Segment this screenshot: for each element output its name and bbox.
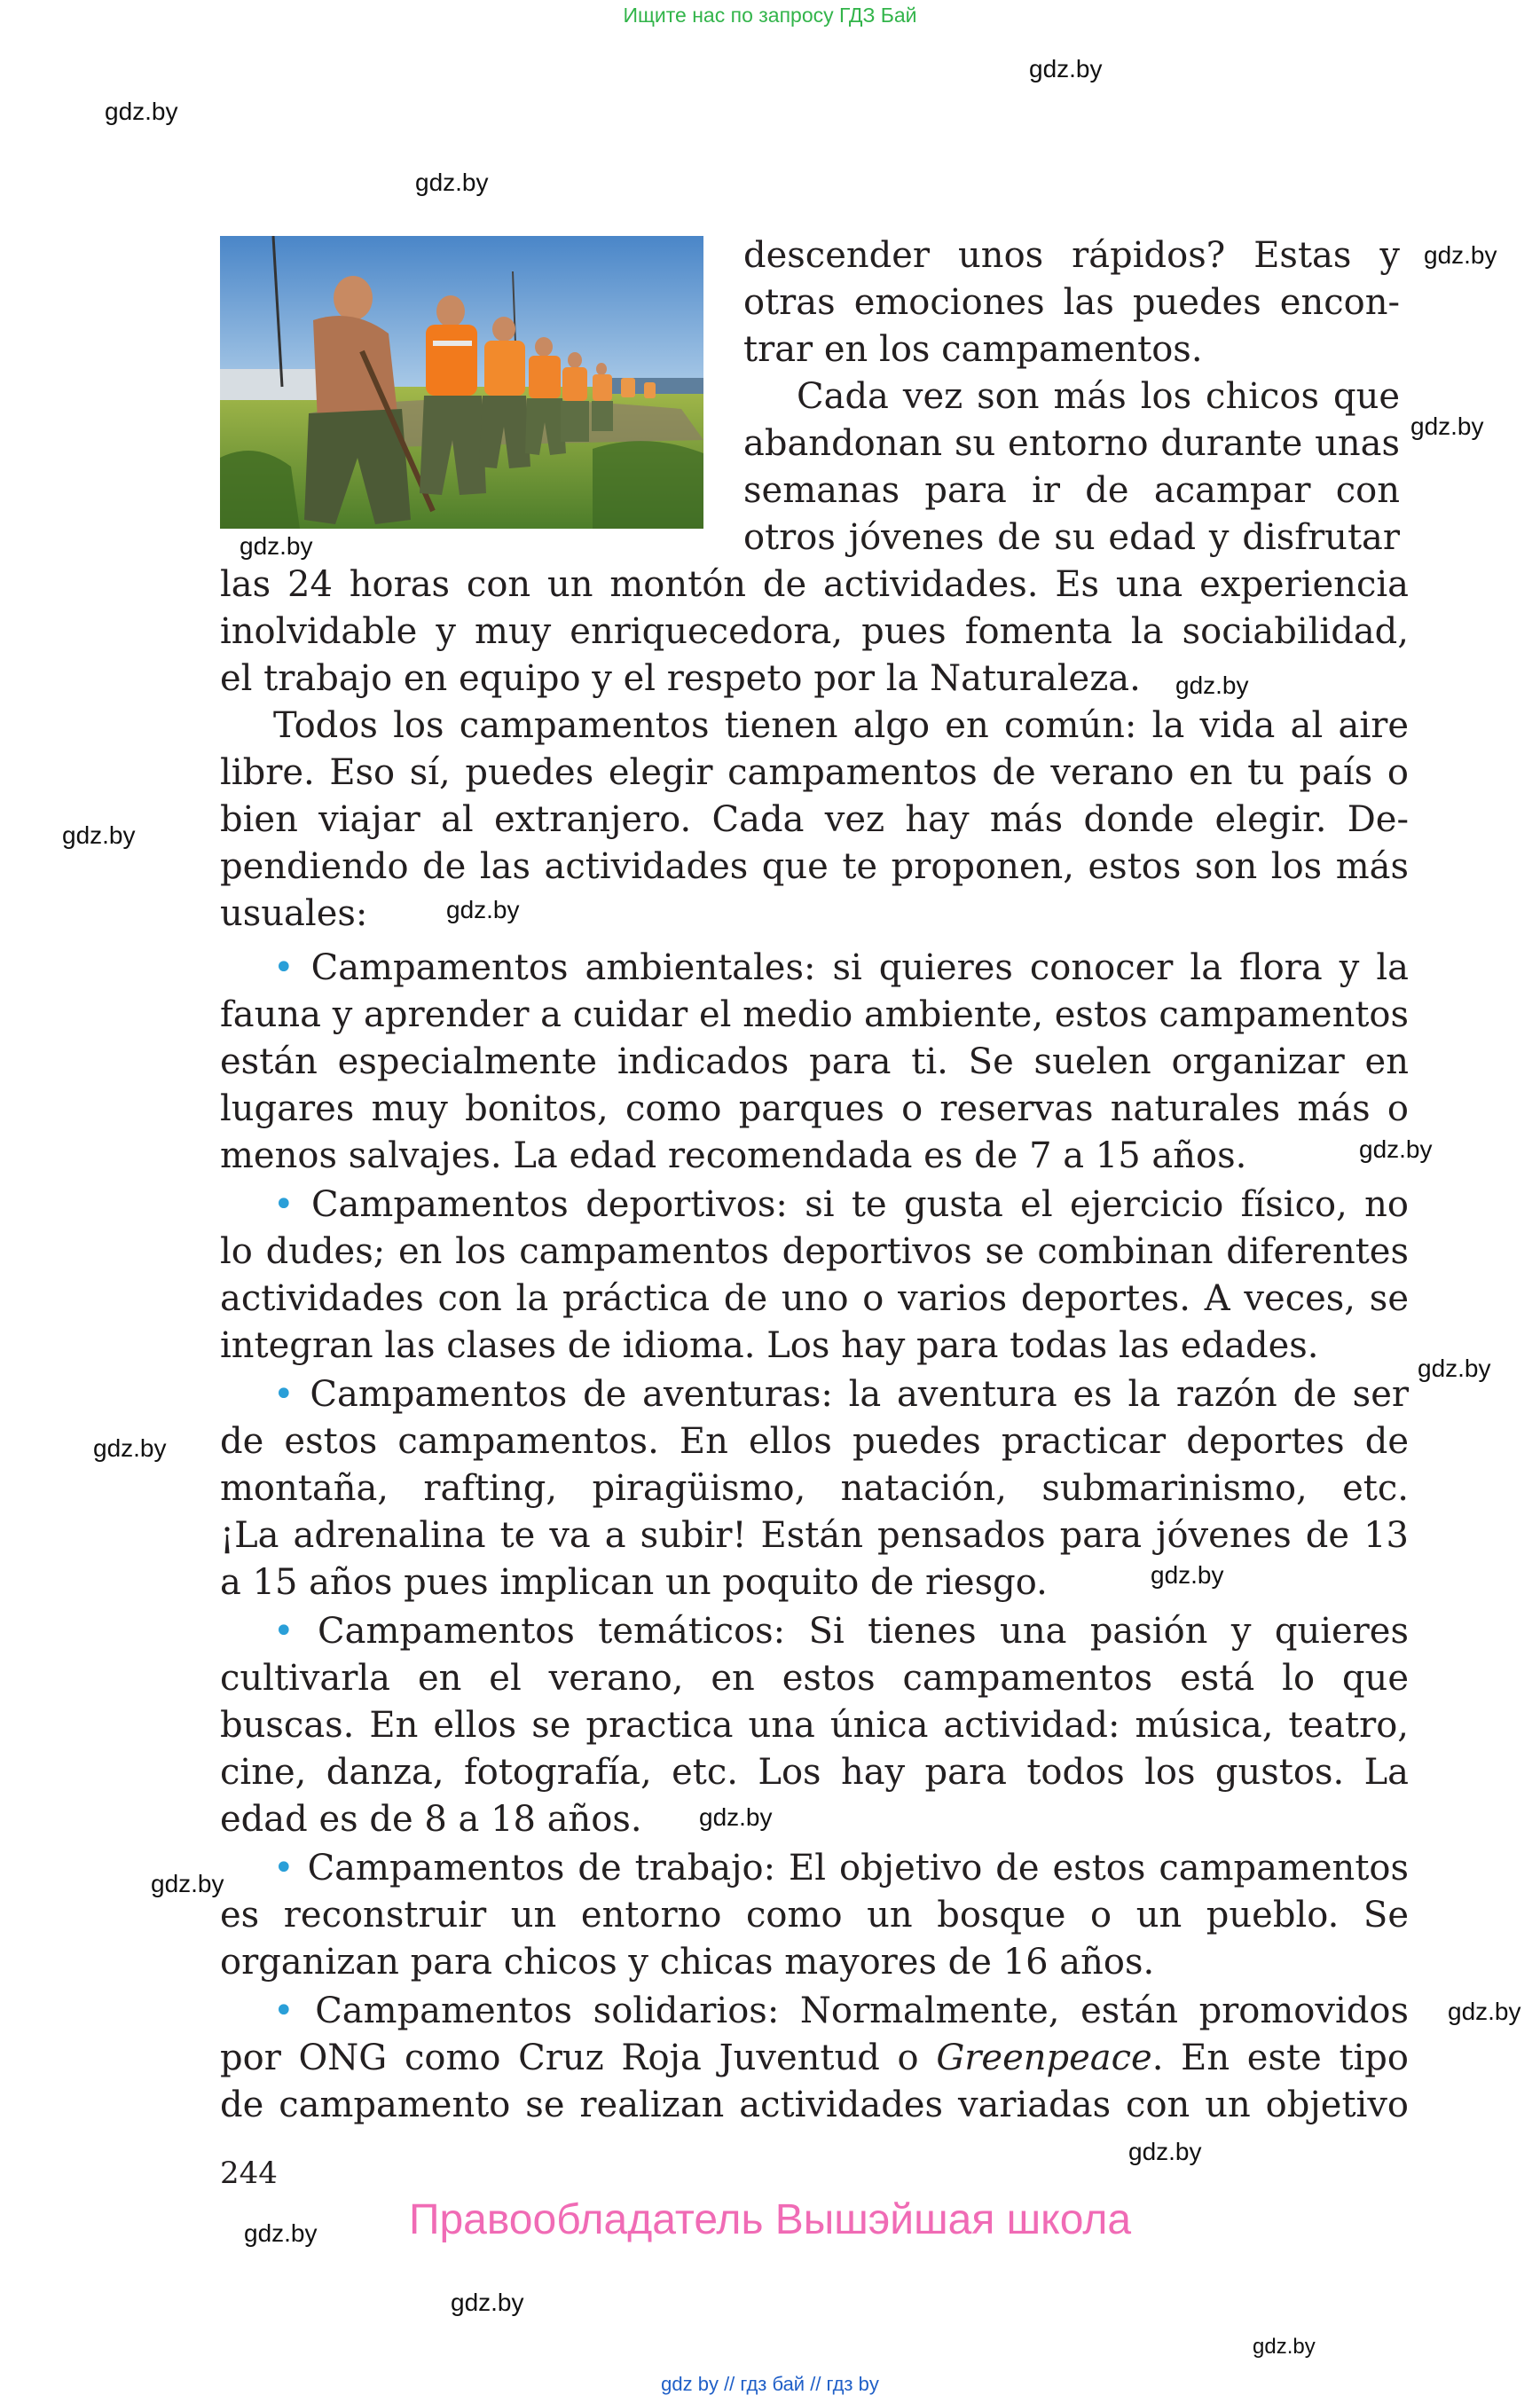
bullet-icon: • <box>273 1848 295 1889</box>
watermark: gdz.by <box>62 821 136 849</box>
text-line: cine, danza, fotografía, etc. Los hay para todos los gustos. La <box>220 1752 1409 1793</box>
watermark: gdz.by <box>1029 55 1103 82</box>
bullet-icon: • <box>273 1374 295 1415</box>
text-line: libre. Eso sí, puedes elegir campamentos de verano en tu país o <box>220 752 1409 793</box>
page-number: 244 <box>220 2156 278 2191</box>
text-line: las 24 horas con un montón de actividades. Es una experiencia <box>220 564 1409 605</box>
watermark: gdz.by <box>1151 1561 1224 1589</box>
watermark: gdz.by <box>151 1870 224 1897</box>
text-line: de campamento se realizan actividades variadas con un objetivo <box>220 2085 1409 2125</box>
text-line: menos salvajes. La edad recomendada es de 7 a 15 años. <box>220 1135 1247 1176</box>
text-line: buscas. En ellos se practica una única actividad: música, teatro, <box>220 1705 1409 1746</box>
bullet-line: • Campamentos ambientales: si quieres conocer la flora y la <box>273 947 1409 988</box>
bullet-icon: • <box>273 1184 295 1225</box>
watermark: gdz.by <box>1253 2335 1316 2359</box>
watermark: gdz.by <box>1424 241 1497 269</box>
watermark: gdz.by <box>240 532 313 560</box>
watermark: gdz.by <box>1448 1998 1521 2025</box>
text-line: integran las clases de idioma. Los hay para todas las edades. <box>220 1325 1319 1366</box>
text-line: edad es de 8 a 18 años. <box>220 1799 642 1840</box>
text-line-with-italic: por ONG como Cruz Roja Juventud o Greenpeace. En este tipo <box>220 2038 1409 2078</box>
text-line: trar en los campamentos. <box>743 329 1203 370</box>
bullet-icon: • <box>273 1611 295 1652</box>
bullet-line: • Campamentos de aventuras: la aventura es la razón de ser <box>273 1374 1409 1415</box>
text-line: lugares muy bonitos, como parques o reservas naturales más o <box>220 1088 1409 1129</box>
watermark: gdz.by <box>699 1803 773 1831</box>
text-line: pendiendo de las actividades que te proponen, estos son los más <box>220 846 1409 887</box>
bullet-icon: • <box>273 1991 295 2031</box>
text-line: montaña, rafting, piragüismo, natación, submarinismo, etc. <box>220 1468 1409 1509</box>
top-banner[interactable]: Ищите нас по запросу ГДЗ Бай <box>623 4 917 27</box>
watermark: gdz.by <box>1175 671 1249 699</box>
text-line: Cada vez son más los chicos que <box>797 376 1400 417</box>
text-line: semanas para ir de acampar con <box>743 470 1400 511</box>
bullet-icon: • <box>273 947 295 988</box>
watermark: gdz.by <box>93 1434 167 1462</box>
bullet-line: • Campamentos temáticos: Si tienes una pasión y quieres <box>273 1611 1409 1652</box>
watermark: gdz.by <box>1410 412 1484 440</box>
text-line: el trabajo en equipo y el respeto por la Naturaleza. <box>220 658 1141 699</box>
text-line: organizan para chicos y chicas mayores de 16 años. <box>220 1942 1155 1983</box>
text-line: otros jóvenes de su edad y disfrutar <box>743 517 1400 558</box>
watermark: gdz.by <box>1128 2138 1202 2165</box>
text-line: abandonan su entorno durante unas <box>743 423 1400 464</box>
text-line: ¡La adrenalina te va a subir! Están pensados para jóvenes de 13 <box>220 1515 1409 1556</box>
text-line: descender unos rápidos? Estas y <box>743 235 1400 276</box>
text-line: a 15 años pues implican un poquito de riesgo. <box>220 1562 1048 1603</box>
text-line: es reconstruir un entorno como un bosque o un pueblo. Se <box>220 1895 1409 1936</box>
text-line: usuales: <box>220 893 368 934</box>
watermark: gdz.by <box>244 2219 318 2247</box>
text-line: están especialmente indicados para ti. Se suelen organizar en <box>220 1041 1409 1082</box>
text-line: Todos los campamentos tienen algo en común: la vida al aire <box>273 705 1409 746</box>
bullet-line: • Campamentos de trabajo: El objetivo de estos campamentos <box>273 1848 1410 1889</box>
watermark: gdz.by <box>1359 1135 1433 1163</box>
text-line: inolvidable y muy enriquecedora, pues fomenta la sociabilidad, <box>220 611 1409 652</box>
text-line: bien viajar al extranjero. Cada vez hay más donde elegir. De- <box>220 799 1409 840</box>
watermark: gdz.by <box>451 2289 524 2316</box>
text-line: de estos campamentos. En ellos puedes practicar deportes de <box>220 1421 1409 1462</box>
rights-holder: Правообладатель Вышэйшая школа <box>408 2196 1132 2243</box>
watermark: gdz.by <box>105 98 178 125</box>
text-line: actividades con la práctica de uno o varios deportes. A veces, se <box>220 1278 1409 1319</box>
text-line: fauna y aprender a cuidar el medio ambiente, estos campamentos <box>220 994 1410 1035</box>
watermark: gdz.by <box>415 169 489 196</box>
text-line: otras emociones las puedes encon- <box>743 282 1400 323</box>
bottom-banner[interactable]: gdz by // гдз бай // гдз by <box>661 2373 879 2395</box>
campers-working-photo <box>220 236 703 529</box>
text-line: cultivarla en el verano, en estos campamentos está lo que <box>220 1658 1409 1699</box>
watermark: gdz.by <box>1418 1355 1491 1382</box>
bullet-line: • Campamentos deportivos: si te gusta el ejercicio físico, no <box>273 1184 1409 1225</box>
italic-org-name: Greenpeace <box>936 2038 1152 2078</box>
watermark: gdz.by <box>446 896 520 923</box>
text-line: lo dudes; en los campamentos deportivos se combinan diferentes <box>220 1231 1409 1272</box>
bullet-line: • Campamentos solidarios: Normalmente, están promovidos <box>273 1991 1409 2031</box>
